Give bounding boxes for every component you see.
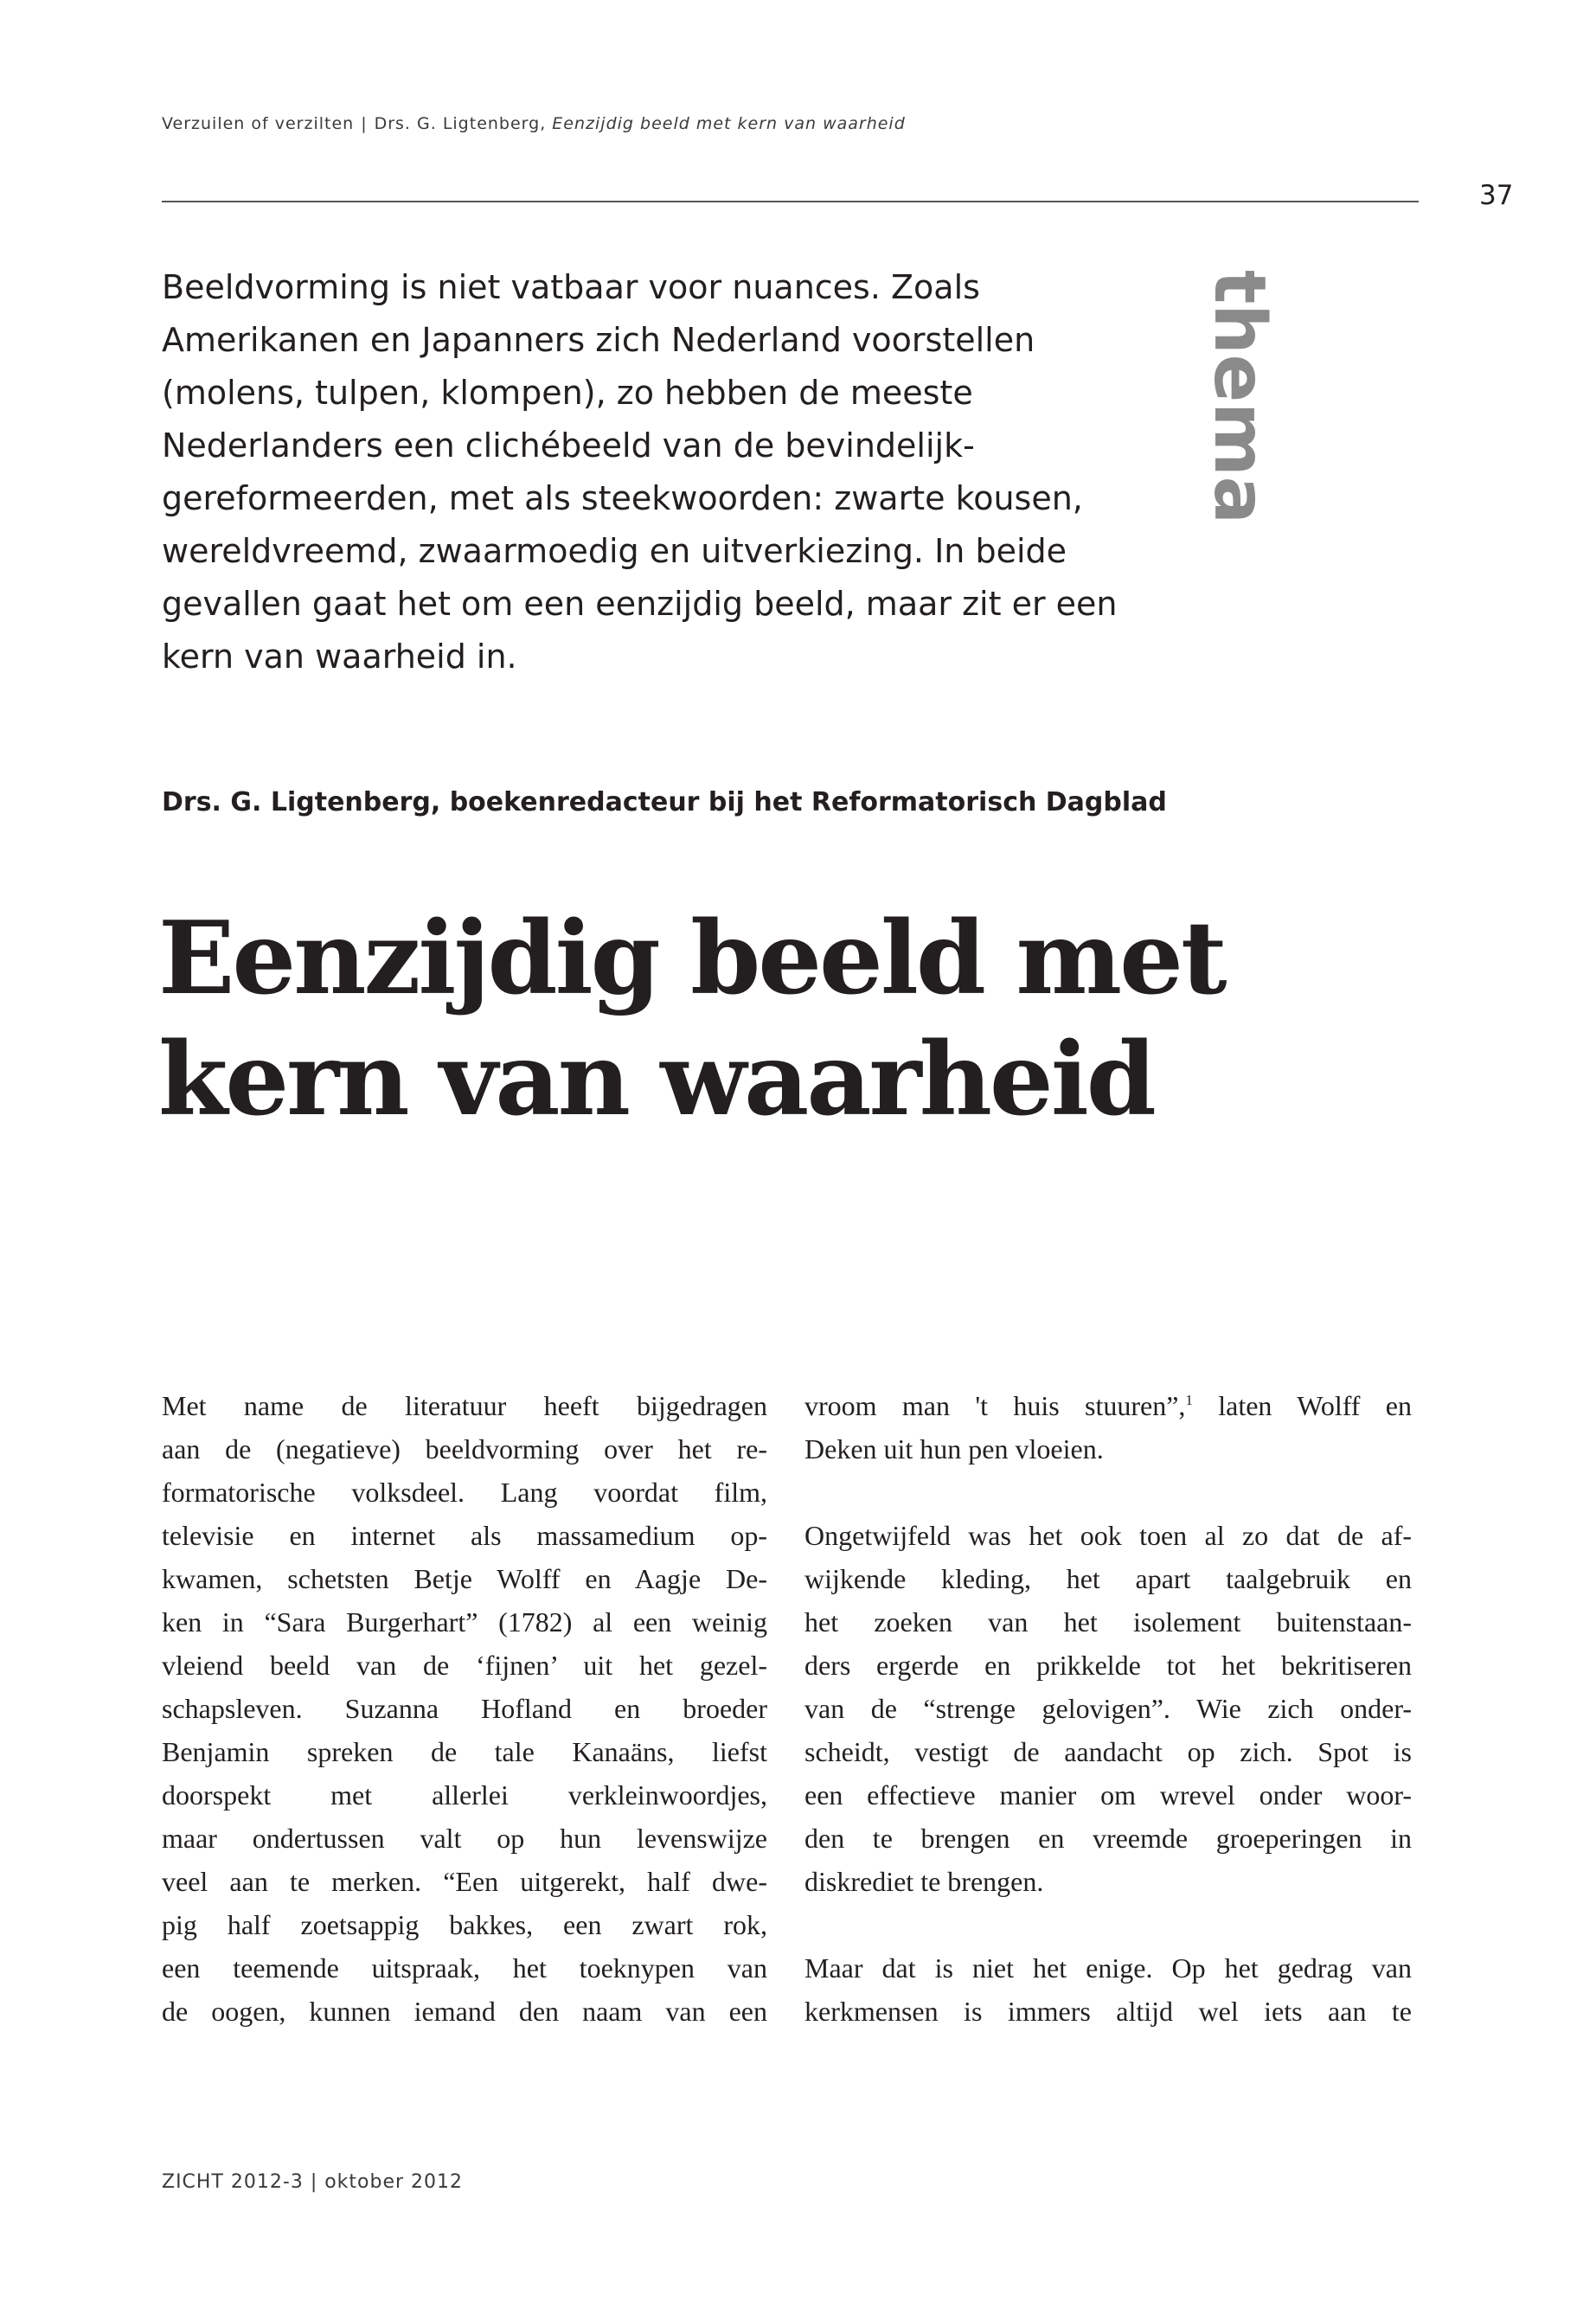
header-rule: [162, 201, 1419, 202]
body-line: den te brengen en vreemde groeperingen in: [804, 1823, 1412, 1854]
body-line: ders ergerde en prikkelde tot het bekritiseren: [804, 1650, 1412, 1681]
body-line: kwamen, schetsten Betje Wolff en Aagje De-: [162, 1563, 767, 1594]
lead-paragraph: [162, 261, 1131, 683]
body-line: televisie en internet als massamedium op-: [162, 1520, 767, 1551]
body-line: wijkende kleding, het apart taalgebruik en: [804, 1563, 1412, 1594]
body-line: het zoeken van het isolement buitenstaan-: [804, 1606, 1412, 1638]
page-number: 37: [1479, 180, 1514, 211]
body-line: scheidt, vestigt de aandacht op zich. Spot is: [804, 1736, 1412, 1767]
paragraph-gap: [804, 1903, 1412, 1946]
body-line: maar ondertussen valt op hun levenswijze: [162, 1823, 767, 1854]
body-line: diskrediet te brengen.: [804, 1866, 1044, 1897]
body-line: doorspekt met allerlei verkleinwoordjes,: [162, 1779, 767, 1811]
body-line: veel aan te merken. “Een uitgerekt, half dwe-: [162, 1866, 767, 1897]
body-line: [804, 1384, 1412, 1427]
footnote-marker[interactable]: 1: [1185, 1392, 1193, 1408]
body-line: een effectieve manier om wrevel onder woor-: [804, 1779, 1412, 1811]
lead-line: Nederlanders een clichébeeld van de bevindelijk-: [162, 426, 975, 465]
body-line: de oogen, kunnen iemand den naam van een: [162, 1996, 767, 2027]
paragraph-gap: [804, 1471, 1412, 1514]
running-head-section: Verzuilen of verzilten: [162, 114, 355, 133]
lead-line: Beeldvorming is niet vatbaar voor nuances. Zoals: [162, 268, 980, 306]
body-line: formatorische volksdeel. Lang voordat film,: [162, 1477, 767, 1508]
byline: Drs. G. Ligtenberg, boekenredacteur bij het Reformatorisch Dagblad: [162, 787, 1167, 817]
body-line: Deken uit hun pen vloeien.: [804, 1433, 1104, 1465]
page-footer: ZICHT 2012-3 | oktober 2012: [162, 2171, 464, 2193]
running-head: [162, 114, 906, 133]
body-line: Met name de literatuur heeft bijgedragen: [162, 1390, 767, 1421]
running-head-author: Drs. G. Ligtenberg,: [374, 114, 547, 133]
body-line: aan de (negatieve) beeldvorming over het re-: [162, 1433, 767, 1465]
lead-line: (molens, tulpen, klompen), zo hebben de meeste: [162, 374, 973, 412]
body-text: laten Wolff en: [1192, 1390, 1413, 1421]
body-line: schapsleven. Suzanna Hofland en broeder: [162, 1693, 767, 1724]
headline-line: Eenzijdig beeld met: [158, 900, 1225, 1017]
lead-line: Amerikanen en Japanners zich Nederland voorstellen: [162, 321, 1035, 359]
body-line: een teemende uitspraak, het toeknypen van: [162, 1952, 767, 1984]
body-column-left: [162, 1384, 767, 2033]
running-head-title: Eenzijdig beeld met kern van waarheid: [552, 114, 906, 133]
body-line: Maar dat is niet het enige. Op het gedrag van: [804, 1952, 1412, 1984]
body-line: Ongetwijfeld was het ook toen al zo dat de af-: [804, 1520, 1412, 1551]
body-column-right: [804, 1384, 1412, 2033]
body-line: kerkmensen is immers altijd wel iets aan te: [804, 1996, 1412, 2027]
headline-line: kern van waarheid: [158, 1021, 1154, 1138]
body-line: van de “strenge gelovigen”. Wie zich onder-: [804, 1693, 1412, 1724]
lead-line: gevallen gaat het om een eenzijdig beeld, maar zit er een: [162, 585, 1118, 623]
lead-line: gereformeerden, met als steekwoorden: zwarte kousen,: [162, 479, 1083, 517]
lead-line: wereldvreemd, zwaarmoedig en uitverkiezing. In beide: [162, 532, 1067, 570]
body-line: Benjamin spreken de tale Kanaäns, liefst: [162, 1736, 767, 1767]
headline: [158, 898, 1225, 1140]
lead-line: kern van waarheid in.: [162, 638, 517, 676]
body-line: pig half zoetsappig bakkes, een zwart rok,: [162, 1909, 767, 1940]
body-line: ken in “Sara Burgerhart” (1782) al een weinig: [162, 1606, 767, 1638]
body-text: vroom man 't huis stuuren”,: [804, 1390, 1186, 1421]
body-line: vleiend beeld van de ‘fijnen’ uit het gezel-: [162, 1650, 767, 1681]
section-tag: thema: [1198, 270, 1281, 524]
running-head-separator: |: [361, 114, 368, 133]
